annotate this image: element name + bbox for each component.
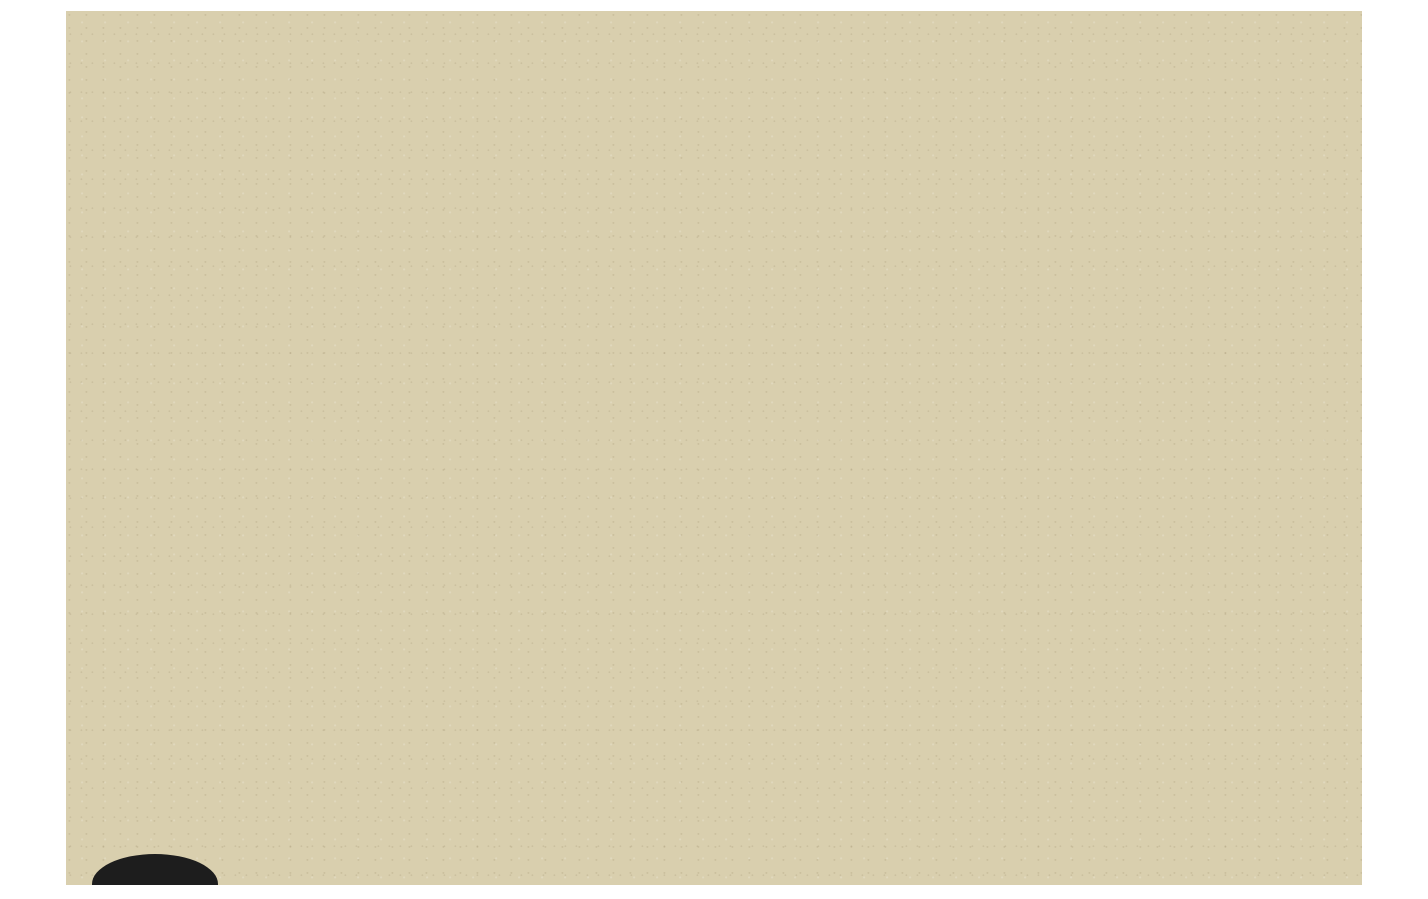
planner-page	[66, 11, 1362, 885]
spiral-binding	[66, 416, 1362, 486]
week-tab[interactable]	[92, 854, 218, 885]
